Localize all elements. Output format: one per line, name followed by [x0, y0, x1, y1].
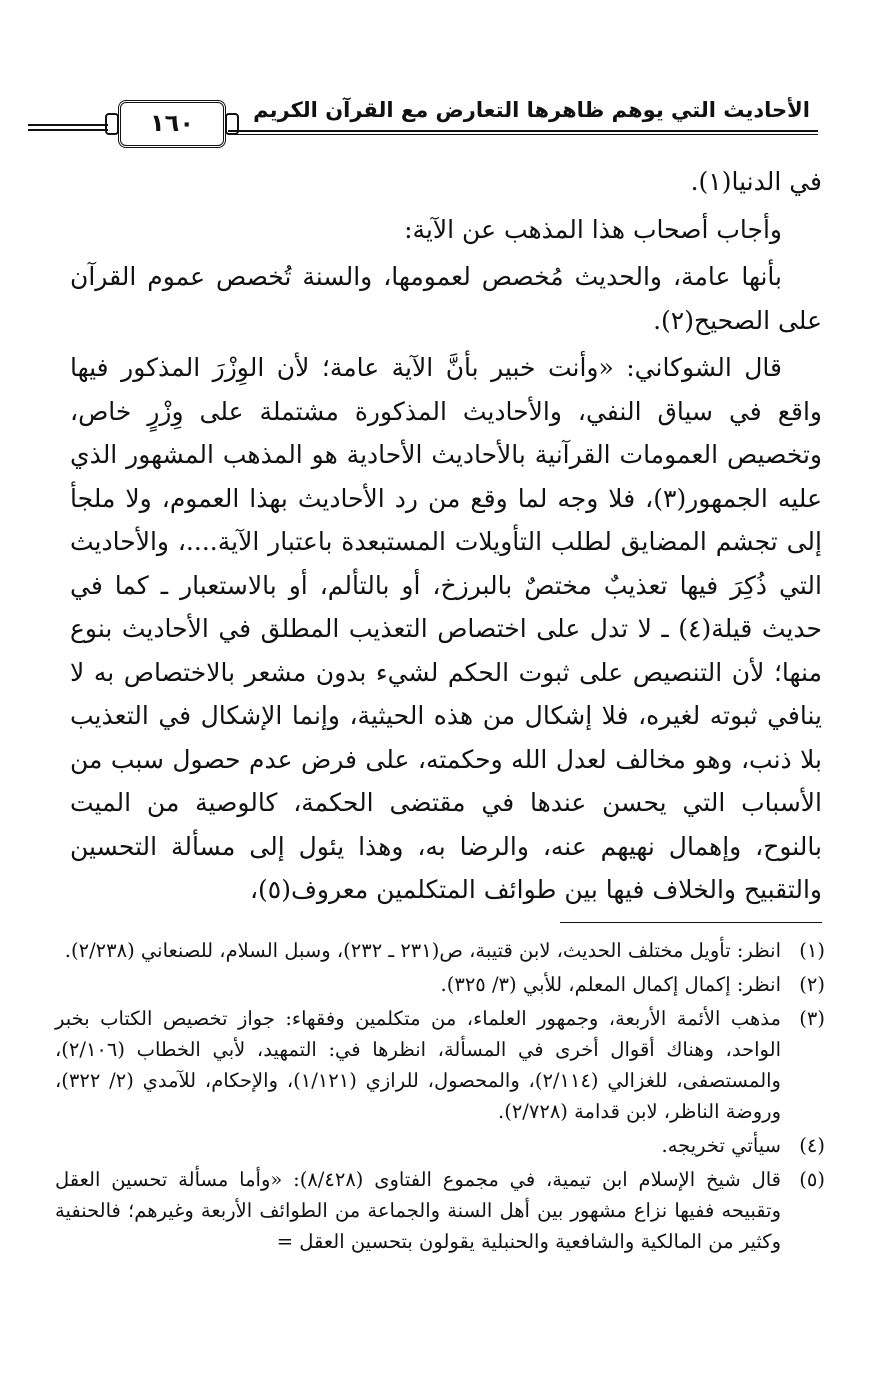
- footnote-number: (٤): [799, 1134, 825, 1157]
- footnote-text: انظر: إكمال إكمال المعلم، للأبي (٣/ ٣٢٥).: [440, 973, 781, 996]
- footnote-text: انظر: تأويل مختلف الحديث، لابن قتيبة، ص(٢٣١ ـ ٢٣٢)، وسبل السلام، للصنعاني (٢/٢٣٨).: [64, 939, 781, 962]
- page-number-frame: [118, 100, 226, 148]
- footnote-number: (٥): [799, 1168, 825, 1191]
- header-rule-thin: [228, 134, 818, 135]
- left-rule-second: [28, 129, 108, 131]
- footnote-text: قال شيخ الإسلام ابن تيمية، في مجموع الفتاوى (٨/٤٢٨): «وأما مسألة تحسين العقل وتقبيحه ففيها نزاع مشهور بين أهل السنة والجماعة من الطوائف الأربعة وغيرهم؛ فالحنفية وكثير من المالكية والشافعية والحنبلية يقولون بتحسين العقل =: [55, 1168, 782, 1253]
- running-header: [28, 96, 818, 146]
- header-rule: [228, 130, 818, 132]
- footnote-number: (٣): [799, 1007, 825, 1030]
- footnote: [55, 1130, 825, 1161]
- footnotes: [55, 935, 825, 1260]
- footnote: [55, 1003, 825, 1127]
- paragraph: وأجاب أصحاب هذا المذهب عن الآية:: [404, 214, 782, 244]
- footnote-text: سيأتي تخريجه.: [661, 1134, 781, 1157]
- header-title: الأحاديث التي يوهم ظاهرها التعارض مع القرآن الكريم: [253, 98, 810, 122]
- main-text: [70, 160, 822, 916]
- footnote-text: مذهب الأئمة الأربعة، وجمهور العلماء، من متكلمين وفقهاء: جواز تخصيص الكتاب بخبر الواحد، وهناك أقوال أخرى في المسألة، انظرها في: التمهيد، لأبي الخطاب (٢/١٠٦)، والمستصفى، للغزالي (٢/١١٤)، والمحصول، للرازي (١/١٢١)، والإحكام، للآمدي (٢/ ٣٢٢)، وروضة الناظر، لابن قدامة (٢/٧٢٨).: [55, 1007, 781, 1123]
- footnote: [55, 935, 825, 966]
- paragraph: في الدنيا(١).: [690, 167, 822, 196]
- paragraph: قال الشوكاني: «وأنت خبير بأنَّ الآية عامة؛ لأن الوِزْرَ المذكور فيها واقع في سياق النفي، والأحاديث المذكورة مشتملة على وِزْرٍ خاص، وتخصيص العمومات القرآنية بالأحاديث الأحادية هو المذهب المشهور الذي عليه الجمهور(٣)، فلا وجه لما وقع من رد الأحاديث بهذا العموم، ولا ملجأ إلى تجشم المضايق لطلب التأويلات المستبعدة باعتبار الآية....، والأحاديث التي ذُكِرَ فيها تعذيبٌ مختصٌ بالبرزخ، أو بالتألم، أو بالاستعبار ـ كما في حديث قيلة(٤) ـ لا تدل على اختصاص التعذيب المطلق في الأحاديث بنوع منها؛ لأن التنصيص على ثبوت الحكم لشيء بدون مشعر بالاختصاص به لا ينافي ثبوته لغيره، فلا إشكال من هذه الحيثية، وإنما الإشكال في التعذيب بلا ذنب، وهو مخالف لعدل الله وحكمته، على فرض عدم حصول سبب من الأسباب التي يحسن عندها في مقتضى الحكمة، كالوصية من الميت بالنوح، وإهمال نهيهم عنه، والرضا به، وهذا يئول إلى مسألة التحسين والتقبيح والخلاف فيها بين طوائف المتكلمين معروف(٥)،: [70, 353, 822, 904]
- page-number: ١٦٠: [150, 109, 194, 137]
- footnote-number: (٢): [799, 973, 825, 996]
- footnote: [55, 1164, 825, 1257]
- paragraph: بأنها عامة، والحديث مُخصص لعمومها، والسنة تُخصص عموم القرآن على الصحيح(٢).: [70, 262, 822, 335]
- footnote-number: (١): [799, 939, 825, 962]
- footnote-separator: [560, 922, 822, 923]
- footnote: [55, 969, 825, 1000]
- left-rule: [28, 124, 108, 126]
